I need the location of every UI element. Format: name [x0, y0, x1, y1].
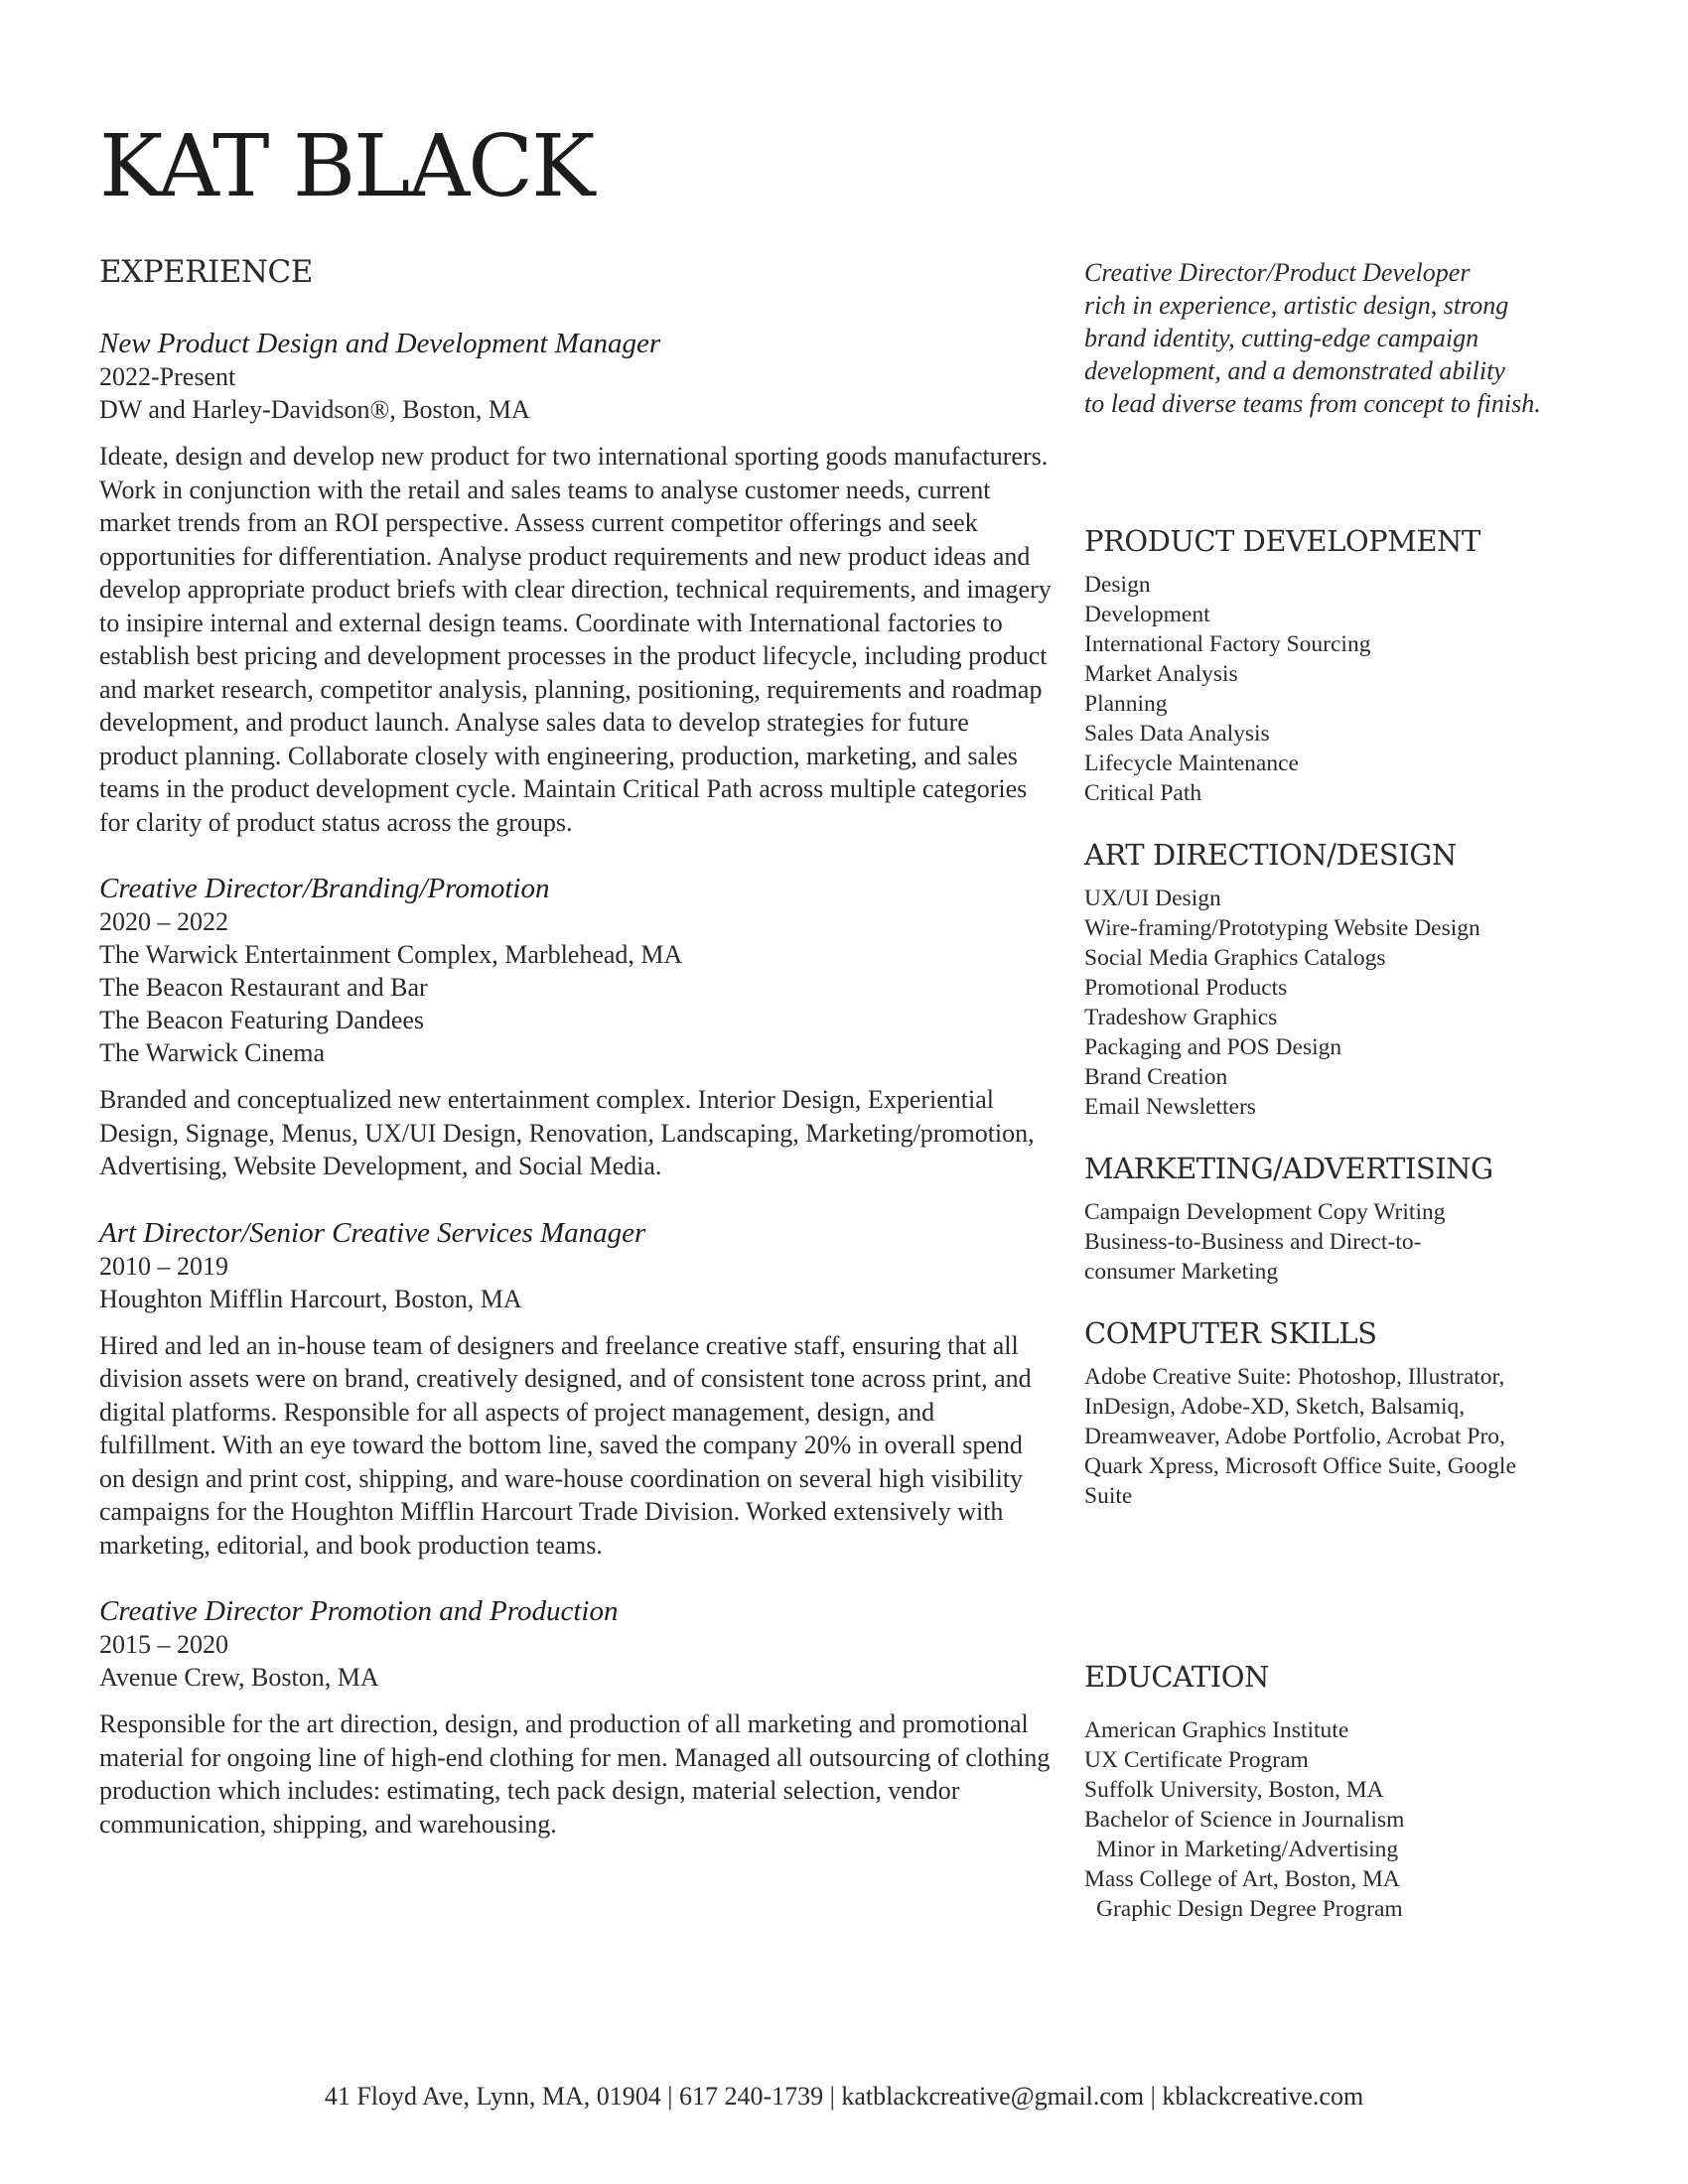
list-item: Wire-framing/Prototyping Website Design: [1084, 915, 1480, 941]
summary-line: development, and a demonstrated ability: [1084, 356, 1505, 385]
job-employer: The Warwick Entertainment Complex, Marblehead, MA: [99, 940, 683, 969]
job-title: New Product Design and Development Manager: [99, 328, 661, 359]
job-entry: [99, 873, 1053, 1183]
job-entry: [99, 1217, 1053, 1563]
section-heading: MARKETING/ADVERTISING: [1084, 1152, 1493, 1185]
list-item: Sales Data Analysis: [1084, 721, 1270, 747]
list-item: Email Newsletters: [1084, 1094, 1256, 1120]
experience-column: [99, 254, 1053, 1841]
list-item: Lifecycle Maintenance: [1084, 751, 1299, 776]
list-item: UX Certificate Program: [1084, 1747, 1309, 1773]
computer-skills-text: Adobe Creative Suite: Photoshop, Illustrator, InDesign, Adobe-XD, Sketch, Balsamiq, Dreamweaver, Adobe Portfolio, Acrobat Pro, Quark Xpress, Microsoft Office Suite, Google Suite: [1084, 1364, 1516, 1509]
list-item: Mass College of Art, Boston, MA: [1084, 1866, 1400, 1892]
list-item: Design: [1084, 572, 1151, 598]
product-development-section: [1084, 524, 1640, 808]
summary-line: to lead diverse teams from concept to finish.: [1084, 389, 1541, 418]
list-item: American Graphics Institute: [1084, 1717, 1349, 1743]
contact-footer: 41 Floyd Ave, Lynn, MA, 01904 | 617 240-1739 | katblackcreative@gmail.com | kblackcreative.com: [324, 2082, 1364, 2111]
job-dates: 2015 – 2020: [99, 1630, 228, 1659]
section-heading: COMPUTER SKILLS: [1084, 1316, 1377, 1350]
section-heading: ART DIRECTION/DESIGN: [1084, 838, 1457, 872]
job-title: Art Director/Senior Creative Services Manager: [99, 1216, 646, 1249]
education-section: [1084, 1660, 1640, 1924]
job-employer: The Beacon Restaurant and Bar: [99, 973, 428, 1002]
marketing-section: [1084, 1152, 1640, 1287]
art-direction-section: [1084, 838, 1640, 1122]
job-employer: The Beacon Featuring Dandees: [99, 1006, 425, 1034]
section-heading: EDUCATION: [1084, 1660, 1269, 1694]
job-employer: Houghton Mifflin Harcourt, Boston, MA: [99, 1284, 522, 1313]
education-list: [1084, 1715, 1640, 1924]
job-employer: DW and Harley-Davidson®, Boston, MA: [99, 395, 530, 424]
summary: [1084, 256, 1640, 420]
summary-line: brand identity, cutting-edge campaign: [1084, 324, 1479, 352]
section-heading: PRODUCT DEVELOPMENT: [1084, 524, 1480, 558]
summary-line: rich in experience, artistic design, strong: [1084, 291, 1509, 320]
job-description: Responsible for the art direction, design, and production of all marketing and promotional material for ongoing line of high-end clothing for men. Managed all outsourcing of clothing production which includes: estimating, tech pack design, material selection, vendor communication, shipping, and warehousing.: [99, 1709, 1051, 1839]
computer-skills-section: [1084, 1316, 1640, 1511]
experience-heading: EXPERIENCE: [99, 254, 313, 290]
job-description: Branded and conceptualized new entertainment complex. Interior Design, Experiential Design, Signage, Menus, UX/UI Design, Renovation, Landscaping, Marketing/promotion, Advertising, Website Development, and Social Media.: [99, 1085, 1035, 1180]
summary-line: Creative Director/Product Developer: [1084, 258, 1471, 287]
job-employer: Avenue Crew, Boston, MA: [99, 1663, 379, 1692]
job-dates: 2010 – 2019: [99, 1251, 228, 1281]
list-item: Promotional Products: [1084, 975, 1288, 1001]
job-dates: 2022-Present: [99, 362, 236, 391]
candidate-name: KAT BLACK: [99, 117, 594, 216]
list-item: Development: [1084, 602, 1210, 627]
job-description: Ideate, design and develop new product for two international sporting goods manufacturers. Work in conjunction with the retail and sales teams to analyse customer needs, current market trends from an ROI perspective. Assess current competitor offerings and seek opportunities for differentiation. Analyse product requirements and new product ideas and develop appropriate product briefs with clear direction, technical requirements, and imagery to insipire internal and external design teams. Coordinate with International factories to establish best pricing and development processes in the product lifecycle, including product and market research, competitor analysis, planning, positioning, requirements and roadmap development, and product launch. Analyse sales data to develop strategies for future product planning. Collaborate closely with engineering, production, marketing, and sales teams in the product development cycle. Maintain Critical Path across multiple categories for clarity of product status across the groups.: [99, 442, 1052, 837]
job-description: Hired and led an in-house team of designers and freelance creative staff, ensuring that all division assets were on brand, creatively designed, and of consistent tone across print, and digital platforms. Responsible for all aspects of project management, design, and fulfillment. With an eye toward the bottom line, saved the company 20% in overall spend on design and print cost, shipping, and ware-house coordination on several high visibility campaigns for the Houghton Mifflin Harcourt Trade Division. Worked extensively with marketing, editorial, and book production teams.: [99, 1330, 1032, 1560]
list-item: UX/UI Design: [1084, 886, 1221, 911]
list-item: Minor in Marketing/Advertising: [1096, 1837, 1399, 1862]
skill-list: [1084, 570, 1640, 808]
list-item: Tradeshow Graphics: [1084, 1005, 1278, 1030]
skills-column: [1084, 256, 1640, 1924]
list-item: Critical Path: [1084, 780, 1202, 806]
skill-list: [1084, 884, 1640, 1122]
list-item: Market Analysis: [1084, 661, 1238, 687]
marketing-text: Campaign Development Copy Writing Business-to-Business and Direct-to-consumer Marketing: [1084, 1199, 1446, 1285]
job-title: Creative Director Promotion and Production: [99, 1595, 619, 1627]
list-item: Social Media Graphics Catalogs: [1084, 945, 1386, 971]
job-employer: The Warwick Cinema: [99, 1038, 326, 1067]
list-item: Graphic Design Degree Program: [1096, 1896, 1403, 1922]
job-entry: [99, 328, 1053, 839]
job-entry: [99, 1595, 1053, 1841]
list-item: Brand Creation: [1084, 1064, 1228, 1090]
list-item: Bachelor of Science in Journalism: [1084, 1807, 1405, 1833]
list-item: Planning: [1084, 691, 1168, 717]
job-title: Creative Director/Branding/Promotion: [99, 873, 550, 904]
list-item: International Factory Sourcing: [1084, 631, 1371, 657]
list-item: Suffolk University, Boston, MA: [1084, 1777, 1384, 1803]
job-dates: 2020 – 2022: [99, 907, 228, 936]
list-item: Packaging and POS Design: [1084, 1034, 1342, 1060]
